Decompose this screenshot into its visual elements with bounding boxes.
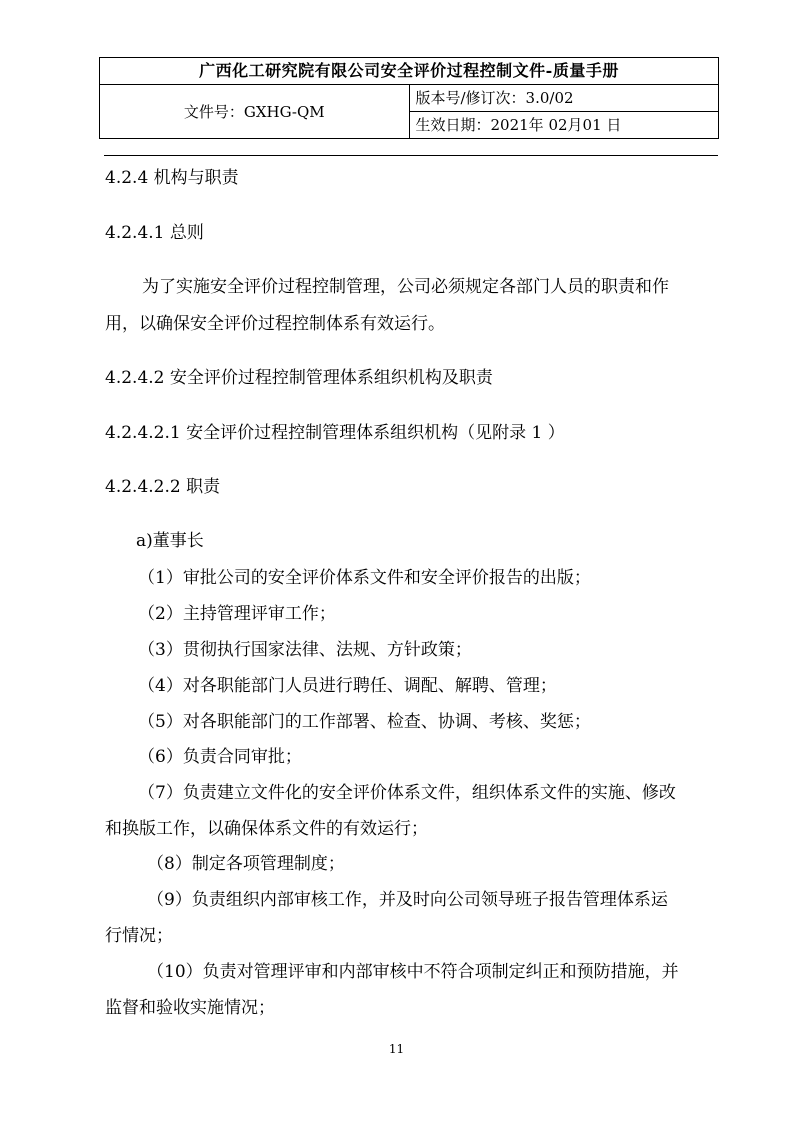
section-heading-4-2-4-2-2: 4.2.4.2.2 职责 bbox=[105, 477, 221, 497]
duty-item: （8）制定各项管理制度； bbox=[147, 854, 345, 874]
duty-item: （10）负责对管理评审和内部审核中不符合项制定纠正和预防措施，并 bbox=[147, 962, 679, 982]
paragraph-line: 用，以确保安全评价过程控制体系有效运行。 bbox=[105, 314, 445, 334]
duty-item-continued: 监督和验收实施情况； bbox=[105, 998, 275, 1018]
document-number: 文件号：GXHG-QM bbox=[100, 85, 410, 139]
duty-item: （1）审批公司的安全评价体系文件和安全评价报告的出版； bbox=[138, 568, 591, 588]
duty-item: （2）主持管理评审工作； bbox=[138, 604, 336, 624]
section-heading-4-2-4-2-1: 4.2.4.2.1 安全评价过程控制管理体系组织机构（见附录 1 ） bbox=[105, 423, 565, 443]
duty-item-continued: 和换版工作，以确保体系文件的有效运行； bbox=[105, 819, 428, 839]
section-heading-4-2-4-1: 4.2.4.1 总则 bbox=[105, 223, 204, 243]
page-number: 11 bbox=[388, 1042, 405, 1056]
duty-item-continued: 行情况； bbox=[105, 926, 173, 946]
section-heading-4-2-4-2: 4.2.4.2 安全评价过程控制管理体系组织机构及职责 bbox=[105, 368, 493, 388]
version-number: 版本号/修订次：3.0/02 bbox=[409, 85, 719, 112]
duty-item: （9）负责组织内部审核工作，并及时向公司领导班子报告管理体系运 bbox=[147, 890, 668, 910]
duty-item: （5）对各职能部门的工作部署、检查、协调、考核、奖惩； bbox=[138, 712, 591, 732]
duty-item: （4）对各职能部门人员进行聘任、调配、解聘、管理； bbox=[138, 676, 557, 696]
document-header-table bbox=[99, 57, 719, 139]
role-heading-chairman: a)董事长 bbox=[136, 531, 204, 551]
duty-item: （6）负责合同审批； bbox=[138, 747, 302, 767]
effective-date: 生效日期：2021年 02月01 日 bbox=[409, 112, 719, 139]
duty-item: （3）贯彻执行国家法律、法规、方针政策； bbox=[138, 640, 472, 660]
section-heading-4-2-4: 4.2.4 机构与职责 bbox=[105, 168, 239, 188]
header-divider bbox=[104, 155, 718, 156]
document-title: 广西化工研究院有限公司安全评价过程控制文件-质量手册 bbox=[100, 58, 719, 85]
duty-item: （7）负责建立文件化的安全评价体系文件，组织体系文件的实施、修改 bbox=[138, 783, 676, 803]
paragraph-line: 为了实施安全评价过程控制管理，公司必须规定各部门人员的职责和作 bbox=[142, 277, 669, 297]
